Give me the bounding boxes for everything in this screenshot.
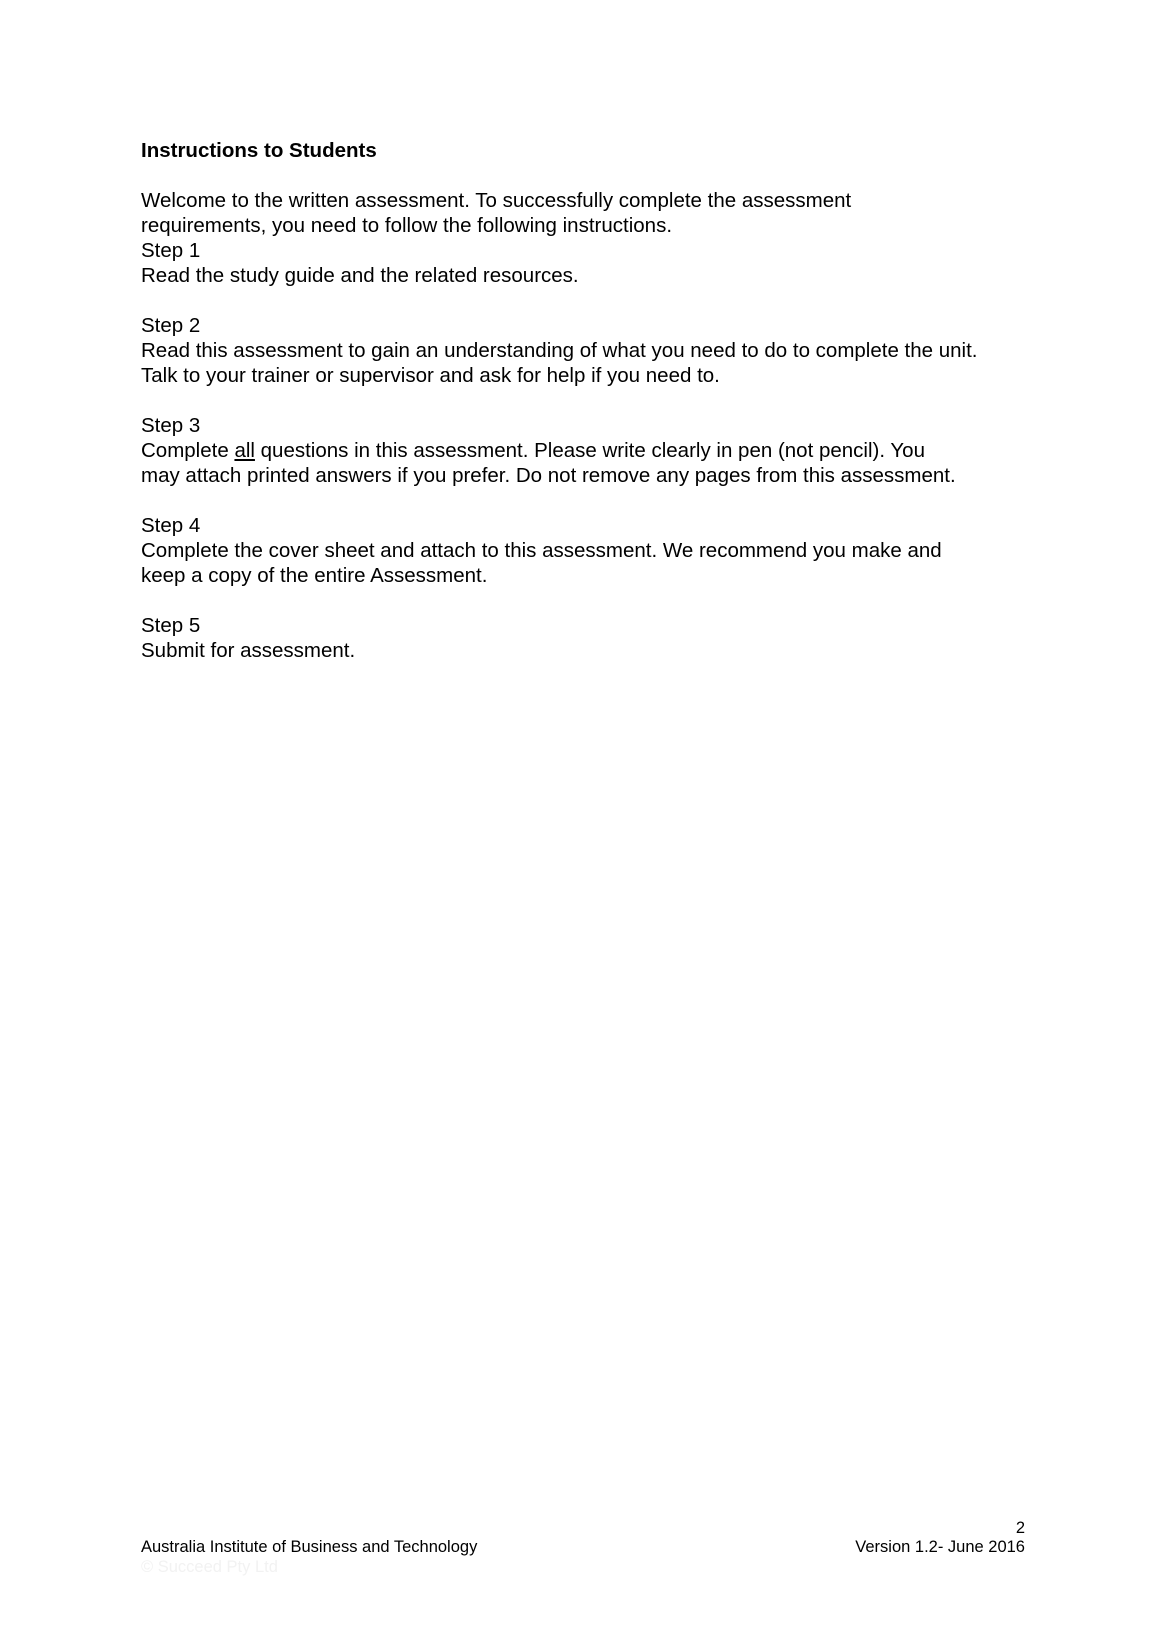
step-2 bbox=[141, 313, 1041, 388]
step-text: Read this assessment to gain an understanding of what you need to do to complete the unit. bbox=[141, 339, 978, 362]
step-3 bbox=[141, 413, 1041, 488]
document-body bbox=[141, 138, 1041, 663]
page-number: 2 bbox=[1015, 1519, 1025, 1537]
step-text: Read the study guide and the related resources. bbox=[141, 264, 579, 287]
step-label: Step 2 bbox=[141, 314, 201, 337]
step-text: keep a copy of the entire Assessment. bbox=[141, 564, 488, 587]
spacer bbox=[141, 388, 1041, 413]
intro-line: requirements, you need to follow the following instructions. bbox=[141, 214, 673, 237]
spacer bbox=[141, 488, 1041, 513]
step-text bbox=[141, 438, 1041, 463]
step-5 bbox=[141, 613, 1041, 663]
footer-organization: Australia Institute of Business and Technology bbox=[141, 1538, 478, 1556]
step-text: may attach printed answers if you prefer. Do not remove any pages from this assessment. bbox=[141, 464, 956, 487]
step-4 bbox=[141, 513, 1041, 588]
step-label: Step 3 bbox=[141, 414, 201, 437]
intro-paragraph bbox=[141, 188, 1041, 238]
intro-line: Welcome to the written assessment. To successfully complete the assessment bbox=[141, 189, 852, 212]
step-1 bbox=[141, 238, 1041, 288]
footer-copyright: © Succeed Pty Ltd bbox=[141, 1558, 278, 1576]
page-title: Instructions to Students bbox=[141, 139, 377, 162]
underlined-word: all bbox=[234, 439, 255, 462]
step-text: Talk to your trainer or supervisor and ask for help if you need to. bbox=[141, 364, 720, 387]
step-label: Step 5 bbox=[141, 614, 201, 637]
page-footer bbox=[141, 1538, 1025, 1557]
step-text: Complete the cover sheet and attach to this assessment. We recommend you make and bbox=[141, 539, 942, 562]
step-text-part: Complete bbox=[141, 439, 235, 462]
step-text: Submit for assessment. bbox=[141, 639, 356, 662]
step-text-part: questions in this assessment. Please write clearly in pen (not pencil). You bbox=[254, 439, 925, 462]
spacer bbox=[141, 588, 1041, 613]
step-label: Step 4 bbox=[141, 514, 201, 537]
step-label: Step 1 bbox=[141, 239, 201, 262]
footer-version: Version 1.2- June 2016 bbox=[855, 1538, 1025, 1556]
spacer bbox=[141, 288, 1041, 313]
